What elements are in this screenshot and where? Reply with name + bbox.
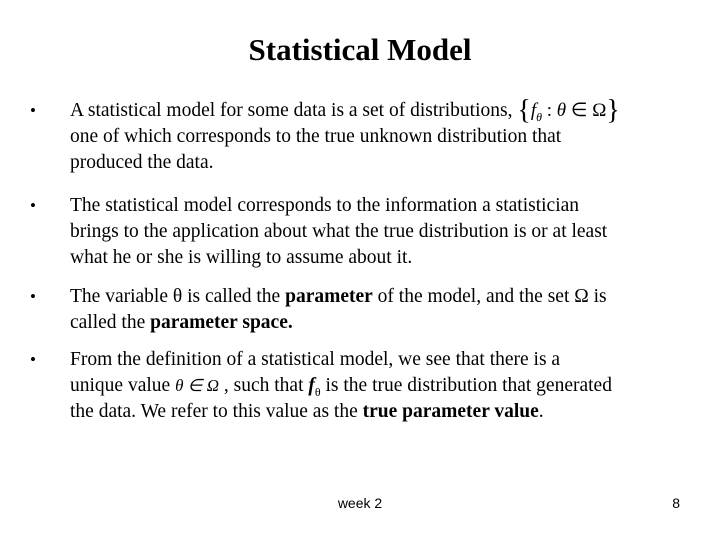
bullet-line: From the definition of a statistical model, we see that there is a — [70, 349, 561, 370]
bullet-line: one of which corresponds to the true unknown distribution that — [70, 126, 562, 147]
bullet-line: The variable θ is called the parameter of the model, and the set Ω is — [70, 286, 607, 307]
bullet-line: called the parameter space. — [70, 312, 293, 333]
bullet-glyph: • — [30, 101, 36, 120]
bullet-line: brings to the application about what the true distribution is or at least — [70, 221, 608, 242]
bullet-line: The statistical model corresponds to the information a statistician — [70, 195, 580, 216]
bullet-glyph: • — [30, 350, 36, 369]
bullet-line: unique value θ ∈ Ω , such that $f_\theta$ is the true distribution that generated — [70, 375, 612, 399]
bullet-item — [30, 347, 690, 427]
bullet-text — [70, 193, 690, 271]
bullet-item — [30, 193, 690, 273]
bullet-text — [70, 95, 690, 176]
term-true-parameter-value: true parameter value — [362, 401, 539, 422]
distribution-set-formula: {$f_\theta$ : θ ∈ Ω} — [517, 95, 620, 126]
bullet-line — [70, 95, 690, 126]
bullet-line: produced the data. — [70, 152, 214, 173]
bullet-glyph: • — [30, 287, 36, 306]
slide-number: 8 — [672, 495, 680, 511]
term-parameter-space: parameter space. — [150, 312, 293, 333]
bullet-text — [70, 284, 690, 336]
footer-week-label: week 2 — [337, 495, 383, 511]
slide-title: Statistical Model — [248, 32, 472, 67]
bullet-line: the data. We refer to this value as the true parameter value. — [70, 401, 544, 422]
bullet-line-text: A statistical model for some data is a set of distributions, — [70, 100, 513, 121]
bullet-item — [30, 95, 690, 178]
bullet-item — [30, 284, 690, 338]
bullet-glyph: • — [30, 196, 36, 215]
term-parameter: parameter — [285, 286, 373, 307]
bullet-text — [70, 347, 690, 425]
bullet-line: what he or she is willing to assume about it. — [70, 247, 413, 268]
theta-in-omega-formula: θ ∈ Ω — [175, 376, 220, 395]
